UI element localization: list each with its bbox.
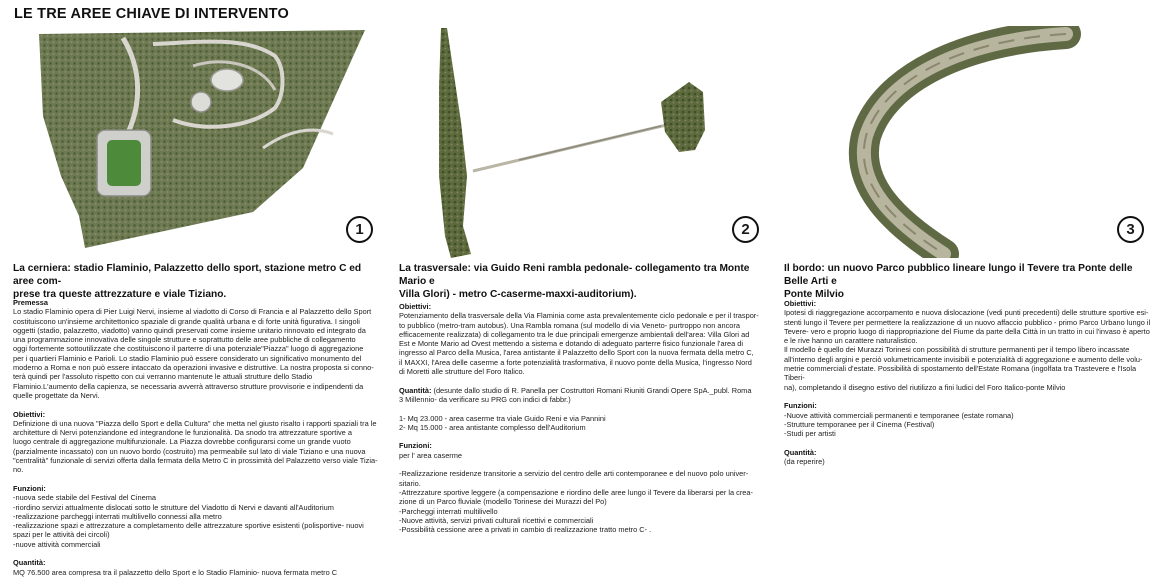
area-number-badge: 1 bbox=[346, 216, 373, 243]
list-item: 1- Mq 23.000 - area caserme tra viale Guido Reni e via Pannini bbox=[399, 413, 606, 423]
area-3-aerial-map bbox=[784, 26, 1152, 258]
obiettivi-heading: Obiettivi: bbox=[399, 302, 432, 311]
funzioni-heading: Funzioni: bbox=[784, 401, 817, 411]
funzioni-list bbox=[399, 469, 767, 534]
quantita-text: MQ 76.500 area compresa tra il palazzetto dello Sport e lo Stadio Flaminio- nuova fermata metro C bbox=[13, 567, 338, 577]
area-number-badge: 2 bbox=[732, 216, 759, 243]
quantita-line bbox=[399, 386, 767, 405]
obiettivi-text: Potenziamento della trasversale della Via Flaminia come asta prevalentemente ciclo pedonale e per il traspor- to pubblico (metro-tram autobus). Una Rambla romana (sul modello di via Veneto- purtroppo non ancora efficacemente realizzata) di collegamento tra le due principali emergenze ambientali dell'area: Villa Glori ad Est e Monte Mario ad Ovest mettendo a sistema e dotando di adeguato parterre fisico funzionale l'area di ingresso al Parco della Musica, l'area antistante il Palazzetto dello Sport con la nuova fermata della metro C, il MAXXI, l'Area delle caserme a forte potenzialità trasformativa, il nuovo ponte della Musica, l'ingresso Nord di Moretti alle strutture del Foro Italico. bbox=[399, 311, 759, 377]
area-1-column bbox=[13, 0, 381, 582]
area-3-column bbox=[784, 0, 1152, 582]
list-item: -Strutture temporanee per il Cinema (Festival) bbox=[784, 419, 935, 429]
obiettivi-heading: Obiettivi: bbox=[13, 409, 46, 419]
quantita-note: (desunte dallo studio di R. Panella per Costruttori Romani Riuniti Grandi Opere SpA._publ. Roma 3 Millennio- da verificare su PRG con indici di fabbr.) bbox=[399, 385, 752, 404]
premessa-text: Lo stadio Flaminio opera di Pier Luigi Nervi, insieme al viadotto di Corso di Francia e al Palazzetto dello Sport costituiscono un'insieme architettonico spaziale di grande qualità urbana e di forte unità figurativa. I singoli oggetti (stadio, palazzetto, viadotto) vanno quindi preservati come insieme unitario rinnovato ed integrato da una programmazione innovativa delle singole strutture e soprattutto delle aree pubbliche di collegamento oggi fortemente sottoutilizzate che costituiscono il parterre di una potenziale"Piazza" luogo di aggregazione per i quartieri Flaminio e Parioli. Lo stadio Flaminio può essere considerato un significativo monumento del moderno a Roma e non può essere intaccato da operazioni invasive e distruttive. La nostra proposta si conno- terà quindi per l'assoluto rispetto con cui verranno mantenute le attuali strutture dello Stadio Flaminio.L'aumento della capienza, se necessaria avverrà attraverso strutture provvisorie e indipendenti da quelle progettate da Nervi. bbox=[13, 307, 374, 400]
quantita-heading: Quantità: bbox=[399, 385, 432, 395]
obiettivi-text: Definizione di una nuova "Piazza dello Sport e della Cultura" che metta nel giusto risalto i rapporti spaziali tra le architetture di Nervi potenziandone ed integrandone le funzionalità. Da snodo tra attrezzature sportive a luogo centrale di aggregazione multifunzionale. La Piazza dovrebbe configurarsi come un grande vuoto (parzialmente incassato) con un nuovo bordo (costruito) ma permeabile sul lato di viale Tiziano e una nuova "centralità" funzionale di servizi offerta dalla fermata della Metro C in prossimità del Palazzetto verso viale Tizia- no. bbox=[13, 418, 378, 475]
quantita-heading: Quantità: bbox=[13, 558, 46, 568]
area-1-body bbox=[13, 298, 381, 577]
quantita-heading: Quantità: bbox=[784, 447, 817, 457]
area-number-badge: 3 bbox=[1117, 216, 1144, 243]
list-item: -Nuove attività commerciali permanenti e temporanee (estate romana) bbox=[784, 410, 1014, 420]
premessa-heading: Premessa bbox=[13, 298, 48, 307]
funzioni-heading: Funzioni: bbox=[399, 441, 432, 451]
list-item: -nuove attività commerciali bbox=[13, 539, 101, 549]
list-item: -riordino servizi attualmente dislocati sotto le strutture del Viadotto di Nervi e davanti all'Auditorium bbox=[13, 502, 334, 512]
area-2-body bbox=[399, 302, 767, 534]
quantita-list bbox=[399, 414, 767, 433]
quantita-text: (da reperire) bbox=[784, 457, 825, 467]
funzioni-subheading: per l' area caserme bbox=[399, 450, 463, 460]
funzioni-list bbox=[13, 493, 381, 549]
list-item: -Possibilità cessione aree a privati in cambio di realizzazione tratto metro C- . bbox=[399, 525, 652, 535]
area-1-title: La cerniera: stadio Flaminio, Palazzetto dello sport, stazione metro C ed aree com- prese tra queste attrezzature e viale Tiziano. bbox=[13, 263, 362, 300]
list-item: 2- Mq 15.000 - area antistante complesso dell'Auditorium bbox=[399, 422, 586, 432]
list-item: -Nuove attività, servizi privati culturali ricettivi e commerciali bbox=[399, 515, 594, 525]
area-2-aerial-map bbox=[399, 26, 767, 258]
area-3-title: Il bordo: un nuovo Parco pubblico lineare lungo il Tevere tra Ponte delle Belle Arti e Ponte Milvio bbox=[784, 263, 1133, 300]
list-item: -realizzazione parcheggi interrati multilivello connessi alla metro bbox=[13, 511, 222, 521]
area-2-title: La trasversale: via Guido Reni rambla pedonale- collegamento tra Monte Mario e Villa Glori) - metro C-caserme-maxxi-auditorium). bbox=[399, 263, 750, 300]
list-item: -Parcheggi interrati multilivello bbox=[399, 506, 498, 516]
area-1-aerial-map bbox=[13, 26, 381, 258]
funzioni-heading: Funzioni: bbox=[13, 483, 46, 493]
list-item: -Studi per artisti bbox=[784, 429, 836, 439]
page-title: LE TRE AREE CHIAVE DI INTERVENTO bbox=[14, 6, 289, 22]
area-3-body bbox=[784, 299, 1152, 466]
obiettivi-heading: Obiettivi: bbox=[784, 299, 817, 308]
list-item: -realizzazione spazi e attrezzature a completamento delle attrezzature sportive esistenti (polisportive- nuovi spazi per le attività dei circoli) bbox=[13, 521, 364, 540]
list-item: -Realizzazione residenze transitorie a servizio del centro delle arti contemporanee e del nuovo polo univer- sitario. bbox=[399, 469, 749, 488]
list-item: -nuova sede stabile del Festival del Cinema bbox=[13, 493, 156, 503]
obiettivi-text: Ipotesi di riaggregazione accorpamento e nuova dislocazione (vedi punti precedenti) delle strutture sportive esi- stenti lungo il Tevere per permettere la realizzazione di un nuovo affaccio pubblico - primo Parco Urbano lungo il Tevere- vero e proprio luogo di riappropriazione del Fiume da parte della Città in un tratto in cui l'invaso è aperto e le rive hanno un carattere naturalistico. Il modello è quello dei Murazzi Torinesi con possibilità di strutture permanenti per il tempo libero incassate all'interno degli argini e perciò volumetricamente invisibili e potenzialità di aggregazione e aumento delle volu- metrie commerciali d'estate. Possibilità di spostamento dell'Estate Romana (ingolfata tra Trastevere e l'Isola Tiberi- na), completando il disegno estivo del riutilizzo a fini ludici del Foro Italico-ponte Milvio bbox=[784, 308, 1151, 392]
list-item: -Attrezzature sportive leggere (a compensazione e riordino delle aree lungo il Tevere da liberarsi per la crea- zione di un Parco fluviale (modello Torinese dei Murazzi del Po) bbox=[399, 487, 753, 507]
area-2-column bbox=[399, 0, 767, 582]
funzioni-list bbox=[784, 411, 1152, 439]
